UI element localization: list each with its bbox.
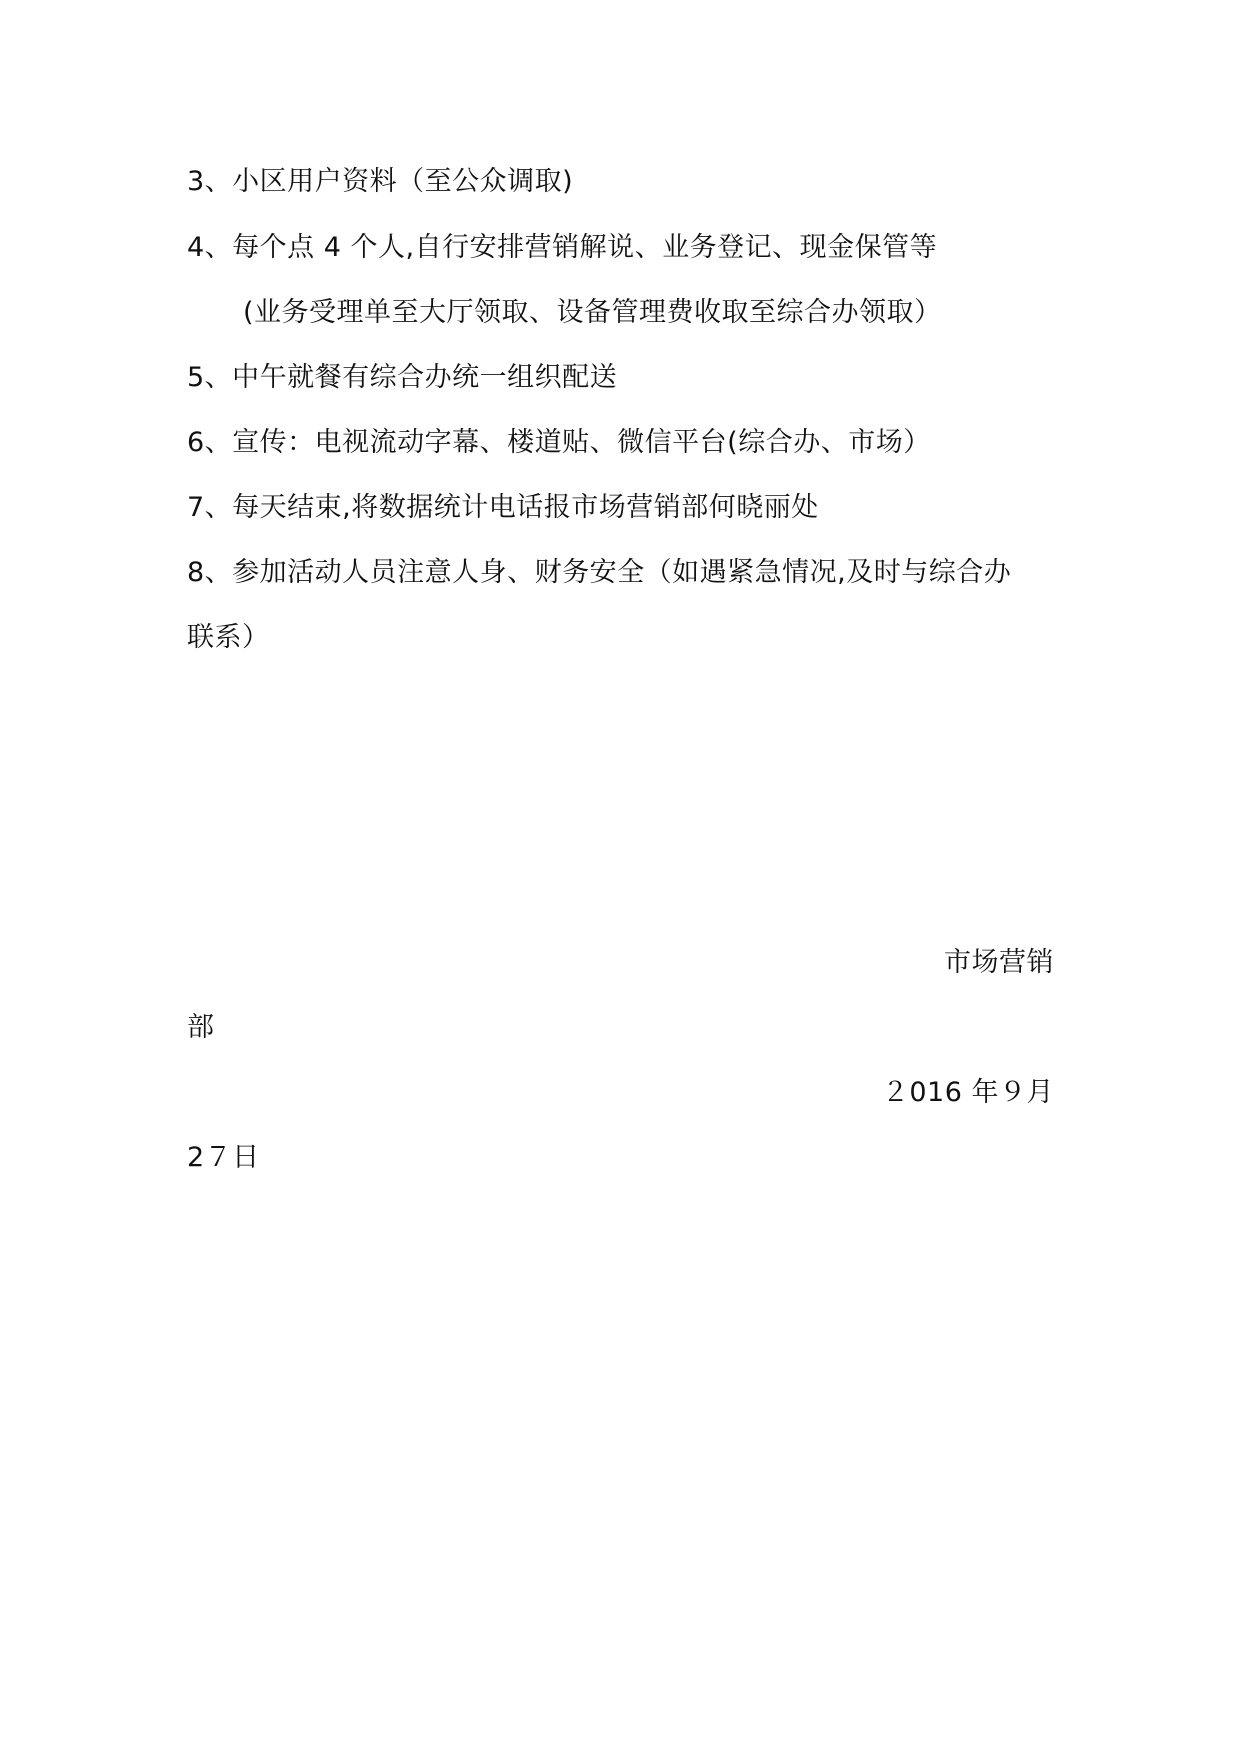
item-4: 4、每个点 4 个人,自行安排营销解说、业务登记、现金保管等 (187, 232, 938, 263)
item-8: 8、参加活动人员注意人身、财务安全（如遇紧急情况,及时与综合办 (187, 557, 1012, 588)
item-3: 3、小区用户资料（至公众调取) (187, 166, 574, 197)
item-7: 7、每天结束,将数据统计电话报市场营销部何晓丽处 (187, 492, 819, 523)
signature-department-wrap: 部 (187, 1012, 215, 1043)
item-5: 5、中午就餐有综合办统一组织配送 (187, 362, 618, 393)
item-4-note: (业务受理单至大厅领取、设备管理费收取至综合办领取） (243, 297, 942, 328)
item-8-continued: 联系） (187, 622, 270, 653)
signature-department: 市场营销 (944, 947, 1054, 978)
signature-date: ２016 年９月 (881, 1077, 1054, 1108)
signature-date-wrap: 2７日 (187, 1142, 260, 1173)
item-6: 6、宣传：电视流动字幕、楼道贴、微信平台(综合办、市场） (187, 427, 931, 458)
